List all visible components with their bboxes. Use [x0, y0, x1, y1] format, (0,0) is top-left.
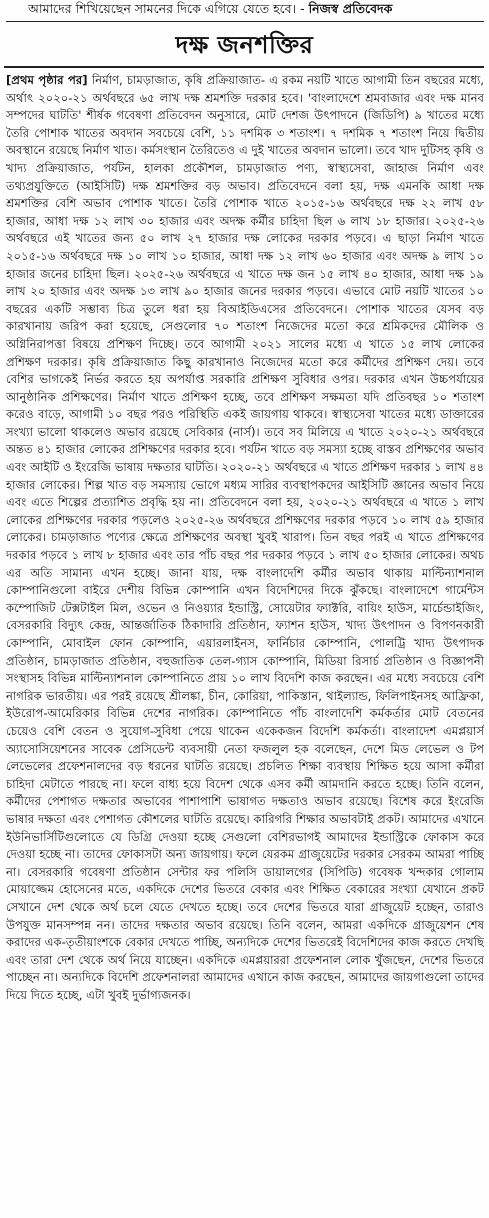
article-body [6, 72, 484, 1210]
article-body-text: নির্মাণ, চামড়াজাত, কৃষি প্রক্রিয়াজাত- এ রকম নয়টি খাতে আগামী তিন বছরের মধ্যে, অর্থাৎ ২০২০-২১ অর্থবছরে ৬৫ লাখ দক্ষ শ্রমশক্তি দরকার হবে। 'বাংলাদেশে শ্রমবাজার এবং দক্ষ মানব সম্পদের ঘাটতি' শীর্ষক গবেষণা প্রতিবেদন অনুসারে, মোট দেশজ উৎপাদনে (জিডিপি) ৯ খাতের মধ্যে তৈরি পোশাক খাতের অবদান সবচেয়ে বেশি, ১১ দশমিক ৩ শতাংশ। ৭ দশমিক ৭ শতাংশ নিয়ে দ্বিতীয় অবস্থানে রয়েছে নির্মাণ খাত। কর্মসংস্থান তৈরিতেও এ দুই খাতের অবদান ভালো। তবে খাদ দুটিসহ কৃষি ও খাদ্য প্রক্রিয়াজাত, পর্যটন, হালকা প্রকৌশল, চামড়াজাত পণ্য, স্বাস্থ্যসেবা, জাহাজ নির্মাণ এবং তথ্যপ্রযুক্তিতে (আইসিটি) দক্ষ শ্রমশক্তির বড় অভাব। প্রতিবেদনে বলা হয়, দক্ষ এমনকি আধা দক্ষ শ্রমশক্তির বেশি অভাব পোশাক খাতে। তৈরি পোশাক খাতে ২০১৫-১৬ অর্থবছরে দক্ষ ২২ লাখ ৫৮ হাজার, আধা দক্ষ ১২ লাখ ৩০ হাজার এবং অদক্ষ কর্মীর চাহিদা ছিল ৬ লাখ ১৮ হাজার। ২০২৫-২৬ অর্থবছরে এই খাতের জন্য ৫০ লাখ ২৭ হাজার দক্ষ লোকের দরকার পড়বে। এ ছাড়া নির্মাণ খাতে ২০১৫-১৬ অর্থবছরে দক্ষ ১০ লাখ ১০ হাজার, আধা দক্ষ ১২ লাখ ৬০ হাজার এবং অদক্ষ ৯ লাখ ১০ হাজার জনের চাহিদা ছিল। ২০২৫-২৬ অর্থবছরে এ খাতে দক্ষ জন ১৫ লাখ ৪০ হাজার, আধা দক্ষ ১৯ লাখ ২০ হাজার এবং অদক্ষ ১৩ লাখ ৯০ হাজার জনের দরকার পড়বে। এভাবে মোট নয়টি খাতের ১০ বছরের একটি সম্ভাব্য চিত্র তুলে ধরা হয় বিআইডিএসের প্রতিবেদনে। পোশাক খাতের যেসব বড় কারখানায় জরিপ করা হয়েছে, সেগুলোর ৭০ শতাংশ নিজেদের মতো করে শ্রমিকদের মৌলিক ও অগ্নিনিরাপত্তা বিষয়ে প্রশিক্ষণ দিচ্ছে। তবে আগামী ২০২১ সালের মধ্যে এ খাতে ১৫ লাখ লোকের প্রশিক্ষণ দরকার। কৃষি প্রক্রিয়াজাত কিছু কারখানাও নিজেদের মতো করে কর্মীদের প্রশিক্ষণ দেয়। তবে বেশির ভাগকেই নির্ভর করতে হয় অপর্যাপ্ত সরকারি প্রশিক্ষণ সুবিধার ওপর। দরকার এখন উচ্চপর্যায়ের আনুষ্ঠানিক প্রশিক্ষণের। নির্মাণ খাতে প্রশিক্ষণ হচ্ছে, তবে প্রশিক্ষণ সক্ষমতা যদি প্রতিবছর ১০ শতাংশ করেও বাড়ে, আগামী ১০ বছর পরও পরিস্থিতি একই জায়গায় থাকবে। স্বাস্থ্যসেবা খাতের মধ্যে ডাক্তারের সংখ্যা ভালো থাকলেও অভাব রয়েছে সেবিকার (নার্স)। তবে সব মিলিয়ে এ খাতে ২০২০-২১ অর্থবছরে অন্তত ৪১ হাজার লোকের প্রশিক্ষণের দরকার হবে। পর্যটন খাতে বড় সমস্যা হচ্ছে বাস্তব প্রশিক্ষণের অভাব এবং আইটি ও ইংরেজি ভাষায় দক্ষতার ঘাটতি। ২০২০-২১ অর্থবছরে এ খাতে প্রশিক্ষণ দরকার ১ লাখ ৪৪ হাজার লোকের। শিল্প খাত বড় সমস্যায় ভোগে মধ্যম সারির ব্যবস্থাপকদের আইসিটি জ্ঞানের অভাব নিয়ে এবং এতে শিল্পের প্রত্যাশিত প্রবৃদ্ধি হয় না। প্রতিবেদনে বলা হয়, ২০২০-২১ অর্থবছরে এ খাতে ১ লাখ লোকের প্রশিক্ষণের দরকার পড়লেও ২০২৫-২৬ অর্থবছরে প্রশিক্ষণের দরকার পড়বে ১০ লাখ ৫৯ হাজার লোকের। চামড়াজাত পণ্যের ক্ষেত্রে প্রশিক্ষণের অবস্থা খুবই খারাপ। তিন বছর পরই এ খাতে প্রশিক্ষণের দরকার পড়বে ১ লাখ ৮ হাজার এবং তার পাঁচ বছর পর দরকার পড়বে ১ লাখ ৫০ হাজার লোকের। অথচ এর অতি সামান্য এখন হচ্ছে। জানা যায়, দক্ষ বাংলাদেশি কর্মীর অভাব থাকায় মাল্টিন্যাশনাল কোম্পানিগুলো বাইরে দেশীয় বিভিন্ন কোম্পানি এখন বিদেশিদের দিকে ঝুঁকছে। বাংলাদেশে গার্মেন্টস কম্পোজিট টেক্সটাইল মিল, ওভেন ও নিওয়্যার ইন্ডাস্ট্রি, সোয়েটার ফ্যাক্টরি, বায়িং হাউস, মার্চেন্ডাইজিং, বেসরকারি বিদ্যুৎ কেন্দ্র, আন্তর্জাতিক ঠিকাদারি প্রতিষ্ঠান, ফ্যাশন হাউস, খাদ্য উৎপাদন ও বিপণনকারী কোম্পানি, মোবাইল ফোন কোম্পানি, এয়ারলাইনস, ফার্নিচার কোম্পানি, পোলট্রি খাদ্য উৎপাদক প্রতিষ্ঠান, চামড়াজাত প্রতিষ্ঠান, বহুজাতিক তেল-গ্যাস কোম্পানি, মিডিয়া রিসার্চ প্রতিষ্ঠান ও বিজ্ঞাপনী সংস্থাসহ বিভিন্ন মাল্টিন্যাশনাল কোম্পানিতে প্রায় ১০ লাখ বিদেশি কাজ করছেন। এর মধ্যে সবচেয়ে বেশি নাগরিক ভারতীয়। এর পরই রয়েছে শ্রীলঙ্কা, চীন, কোরিয়া, পাকিস্তান, থাইল্যান্ড, ফিলিপাইনসহ আফ্রিকা, ইউরোপ-আমেরিকার বিভিন্ন দেশের নাগরিক। কোম্পানিতে পাঁচ বাংলাদেশি কর্মকর্তার মোট বেতনের চেয়েও বেশি বেতন ও সুযোগ-সুবিধা পেয়ে থাকেন একেকজন বিদেশি কর্মকর্তা। বাংলাদেশ এমপ্লয়ার্স অ্যাসোসিয়েশনের সাবেক প্রেসিডেন্ট ব্যবসায়ী নেতা ফজলুল হক বলেছেন, দেশে মিড লেভেল ও টপ লেভেলের প্রফেশনালদের বড় ধরনের ঘাটতি রয়েছে। প্রচলিত শিক্ষা ব্যবস্থায় শিক্ষিত হয়ে আসা কর্মীরা চাহিদা মেটাতে পারছে না। ফলে বাধ্য হয়ে বিদেশ থেকে এসব কর্মী আমদানি করতে হচ্ছে। তিনি বলেন, কর্মীদের পেশাগত দক্ষতার অভাবের পাশাপাশি ভাষাগত দক্ষতাও অভাব রয়েছে। বিশেষ করে ইংরেজি ভাষার দক্ষতা এবং পেশাগত কৌশলের ঘাটতি রয়েছে। কারিগরি শিক্ষার অভাবটাই প্রকট। আমাদের এখানে ইউনিভার্সিটিগুলোতে যে ডিগ্রি দেওয়া হচ্ছে সেগুলো বেশিরভাগই আমাদের ইন্ডাস্ট্রিকে ফোকাস করে দেওয়া হচ্ছে না। তাদের ফোকাসটা অন্য জায়গায়। ফলে যেরকম গ্রাজুয়েটের দরকার সেরকম আমরা পাচ্ছি না। বেসরকারি গবেষণা প্রতিষ্ঠান সেন্টার ফর পলিসি ডায়ালগের (সিপিডি) গবেষক খন্দকার গোলাম মোয়াজ্জেম হোসেনের মতে, একদিকে দেশের ভিতরে বেকার এবং শিক্ষিত বেকারের সংখ্যা যেখানে প্রকট সেখানে দেশ থেকে অর্থ চলে যেতে দেখতে হচ্ছে। তবে দেশের ভিতরে যারা গ্রাজুয়েট হচ্ছেন, তারাও উপযুক্ত মানসম্পন্ন নন। তাদের দক্ষতার অভাব রয়েছে। তিনি বলেন, আমরা একদিকে গ্রাজুয়েশন শেষ করাদের এক-তৃতীয়াংশকে বেকার দেখতে পাচ্ছি, অন্যদিকে দেশের ভিতরেই বিদেশিদের কাজ করতে দেখছি এবং তারা দেশ থেকে অর্থ নিয়ে যাচ্ছেন। একদিকে এমপ্লয়াররা প্রফেশনাল লোক খুঁজছেন, দেশের ভিতরে পাচ্ছেন না। অন্যদিকে বিদেশি প্রফেশনালরা আমাদের এখানে কাজ করছেন, আমাদের জায়গাগুলো তাদের দিয়ে দিতে হচ্ছে, এটা খুবই দুর্ভাগ্যজনক। [6, 73, 484, 1002]
byline: নিজস্ব প্রতিবেদক [308, 1, 393, 16]
headline-divider [4, 66, 484, 68]
previous-article-text: আমাদের শিখিয়েছেন সামনের দিকে এগিয়ে যেতে হবে। - [28, 1, 305, 16]
previous-article-tail [6, 0, 484, 22]
continuation-marker: [প্রথম পৃষ্ঠার পর] [6, 73, 92, 87]
article-headline: দক্ষ জনশক্তির [175, 31, 314, 59]
